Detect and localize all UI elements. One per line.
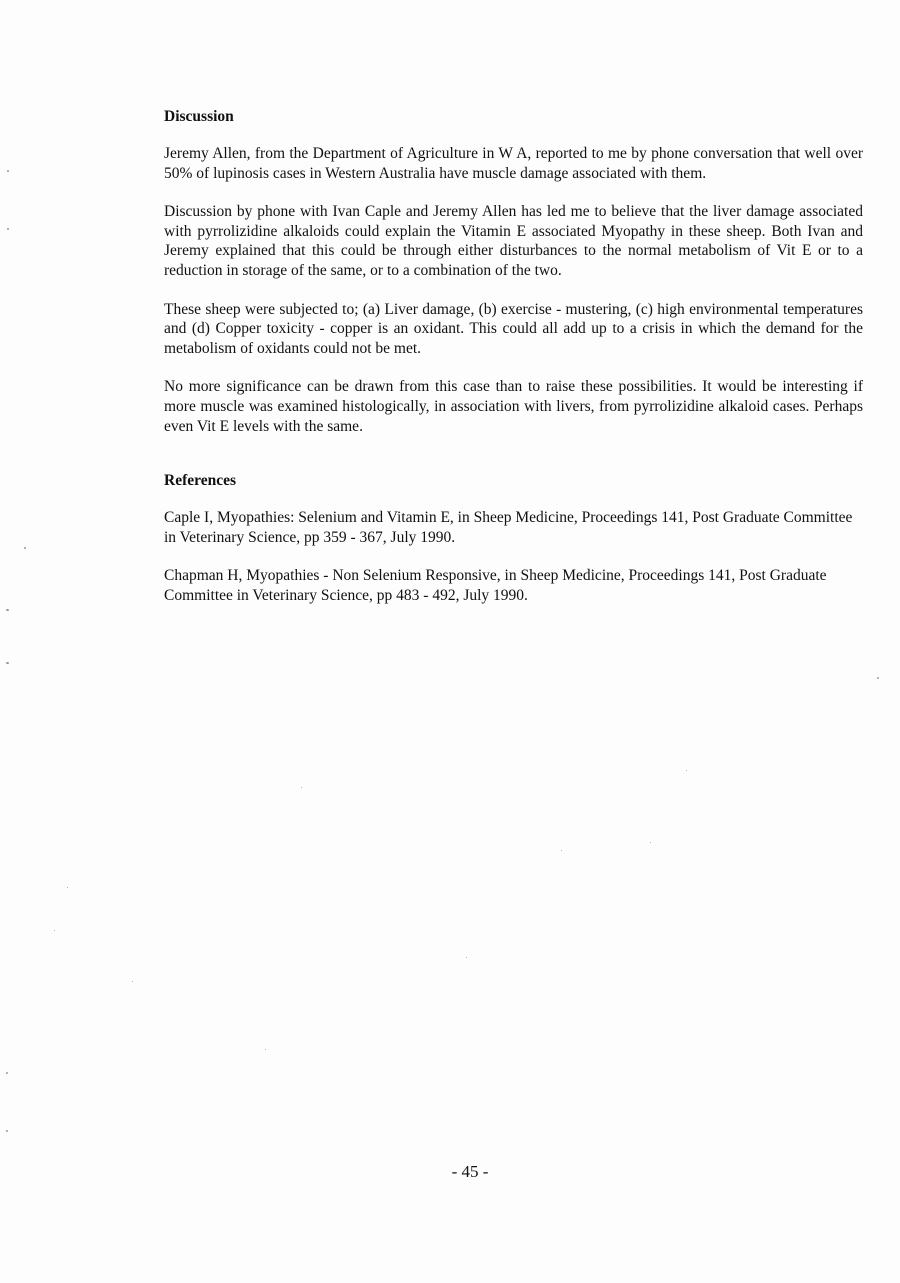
scan-speck <box>7 228 9 230</box>
scan-speck <box>54 930 55 931</box>
scan-speck <box>466 957 467 958</box>
scan-speck <box>650 842 651 843</box>
discussion-paragraph-4: No more significance can be drawn from this case than to raise these possibilities. It would be interesting if more muscle was examined histologically, in association with livers, from pyrrolizidine alkaloid cases. Perhaps even Vit E levels with the same. <box>164 378 863 435</box>
scan-speck <box>6 1130 8 1132</box>
discussion-heading: Discussion <box>164 108 234 125</box>
discussion-paragraph-1: Jeremy Allen, from the Department of Agriculture in W A, reported to me by phone conversation that well over 50% of lupinosis cases in Western Australia have muscle damage associated with them. <box>164 145 863 182</box>
scan-speck <box>132 981 133 982</box>
scan-speck <box>265 1049 266 1050</box>
scan-speck <box>7 170 9 172</box>
reference-item-1: Caple I, Myopathies: Selenium and Vitamin E, in Sheep Medicine, Proceedings 141, Post Graduate Committee in Veterinary Science, pp 359 - 367, July 1990. <box>164 509 853 546</box>
scan-speck <box>6 662 9 664</box>
scan-speck <box>301 787 302 788</box>
discussion-paragraph-3: These sheep were subjected to; (a) Liver damage, (b) exercise - mustering, (c) high environmental temperatures and (d) Copper toxicity - copper is an oxidant. This could all add up to a crisis in which the demand for the metabolism of oxidants could not be met. <box>164 300 879 357</box>
page-content <box>164 106 879 625</box>
reference-item-2: Chapman H, Myopathies - Non Selenium Responsive, in Sheep Medicine, Proceedings 141, Post Graduate Committee in Veterinary Science, pp 483 - 492, July 1990. <box>164 567 827 604</box>
scan-speck <box>561 850 562 851</box>
scan-speck <box>67 887 68 888</box>
scan-speck <box>6 1072 8 1074</box>
page-number: - 45 - <box>451 1162 489 1181</box>
discussion-paragraph-2: Discussion by phone with Ivan Caple and Jeremy Allen has led me to believe that the liver damage associated with pyrrolizidine alkaloids could explain the Vitamin E associated Myopathy in these sheep. Both Ivan and Jeremy explained that this could be through either disturbances to the normal metabolism of Vit E or to a reduction in storage of the same, or to a combination of the two. <box>164 203 863 279</box>
scan-speck <box>24 547 26 549</box>
references-heading: References <box>164 472 237 490</box>
scan-speck <box>6 609 9 611</box>
scan-speck <box>877 677 879 679</box>
scan-speck <box>686 770 687 771</box>
